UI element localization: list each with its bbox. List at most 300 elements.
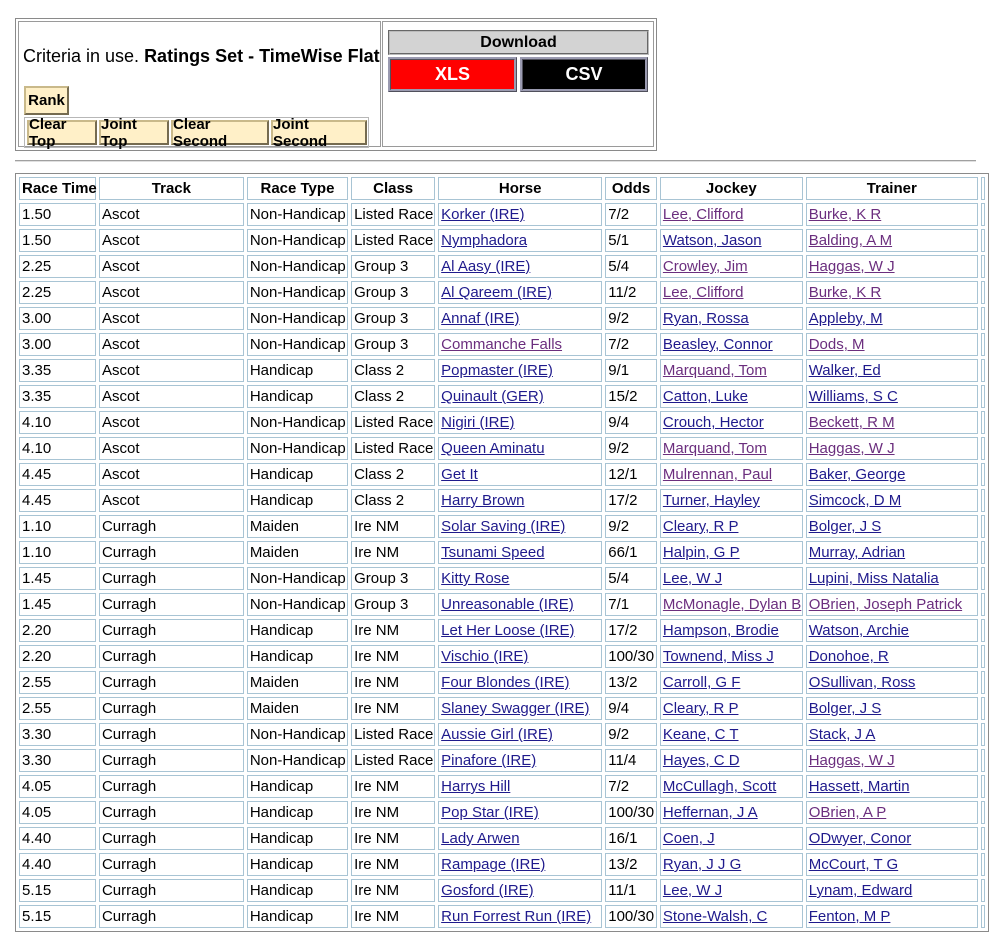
trainer-cell <box>806 619 978 642</box>
odds-cell: 100/30 <box>605 645 657 668</box>
column-header: Jockey <box>660 177 803 200</box>
trainer-link[interactable]: McCourt, T G <box>808 856 899 873</box>
race-time-cell: 2.55 <box>19 671 96 694</box>
jockey-cell <box>660 203 803 226</box>
horse-link[interactable]: Queen Aminatu <box>441 440 545 457</box>
race-time-cell: 2.25 <box>19 255 96 278</box>
table-row <box>19 853 985 876</box>
criteria-prefix: Criteria in use. <box>23 46 140 66</box>
race-time-cell: 2.20 <box>19 619 96 642</box>
class-cell: Listed Race <box>351 203 435 226</box>
odds-cell: 9/2 <box>605 307 657 330</box>
trainer-cell <box>806 333 978 356</box>
horse-cell <box>438 437 602 460</box>
odds-cell: 13/2 <box>605 671 657 694</box>
track-cell: Curragh <box>99 723 244 746</box>
class-cell: Group 3 <box>351 567 435 590</box>
jockey-link[interactable]: Crowley, Jim <box>662 258 748 275</box>
race-type-cell: Handicap <box>247 619 348 642</box>
jockey-link[interactable]: Ryan, J J G <box>662 856 742 873</box>
table-row <box>19 541 985 564</box>
trainer-link[interactable]: Simcock, D M <box>808 492 902 509</box>
horse-link[interactable]: Aussie Girl (IRE) <box>441 726 553 743</box>
table-row <box>19 489 985 512</box>
odds-cell: 5/4 <box>605 567 657 590</box>
overflow-cell <box>981 489 985 512</box>
jockey-link[interactable]: Coen, J <box>662 830 715 847</box>
horse-cell <box>438 411 602 434</box>
odds-cell: 5/1 <box>605 229 657 252</box>
jockey-link[interactable]: Lee, Clifford <box>662 206 744 223</box>
race-time-cell: 5.15 <box>19 879 96 902</box>
track-cell: Curragh <box>99 749 244 772</box>
race-time-cell: 1.45 <box>19 567 96 590</box>
table-header-row <box>19 177 985 200</box>
jockey-cell <box>660 775 803 798</box>
trainer-link[interactable]: Appleby, M <box>808 310 883 327</box>
track-cell: Ascot <box>99 489 244 512</box>
horse-cell <box>438 723 602 746</box>
jockey-cell <box>660 385 803 408</box>
track-cell: Curragh <box>99 801 244 824</box>
race-type-cell: Maiden <box>247 515 348 538</box>
odds-cell: 9/1 <box>605 359 657 382</box>
horse-cell <box>438 697 602 720</box>
track-cell: Curragh <box>99 645 244 668</box>
overflow-cell <box>981 723 985 746</box>
trainer-cell <box>806 801 978 824</box>
trainer-link[interactable]: Haggas, W J <box>808 258 895 275</box>
race-time-cell: 2.55 <box>19 697 96 720</box>
horse-cell <box>438 749 602 772</box>
odds-cell: 100/30 <box>605 801 657 824</box>
track-cell: Curragh <box>99 567 244 590</box>
trainer-link[interactable]: Balding, A M <box>808 232 893 249</box>
trainer-link[interactable]: Beckett, R M <box>808 414 895 431</box>
overflow-cell <box>981 775 985 798</box>
horse-cell <box>438 359 602 382</box>
race-type-cell: Handicap <box>247 359 348 382</box>
trainer-cell <box>806 489 978 512</box>
trainer-link[interactable]: Burke, K R <box>808 206 882 223</box>
horse-cell <box>438 307 602 330</box>
jockey-cell <box>660 593 803 616</box>
trainer-link[interactable]: Haggas, W J <box>808 752 895 769</box>
jockey-link[interactable]: Turner, Hayley <box>662 492 760 509</box>
jockey-link[interactable]: Marquand, Tom <box>662 440 767 457</box>
horse-link[interactable]: Run Forrest Run (IRE) <box>441 908 592 925</box>
trainer-link[interactable]: Lupini, Miss Natalia <box>808 570 939 587</box>
track-cell: Ascot <box>99 385 244 408</box>
horse-cell <box>438 853 602 876</box>
trainer-link[interactable]: ODwyer, Conor <box>808 830 912 847</box>
horse-link[interactable]: Unreasonable (IRE) <box>441 596 574 613</box>
horse-cell <box>438 801 602 824</box>
race-type-cell: Handicap <box>247 827 348 850</box>
race-time-cell: 3.30 <box>19 749 96 772</box>
race-table-container <box>15 173 976 925</box>
jockey-link[interactable]: Cleary, R P <box>662 518 739 535</box>
trainer-cell <box>806 255 978 278</box>
race-time-cell: 3.30 <box>19 723 96 746</box>
trainer-link[interactable]: Hassett, Martin <box>808 778 910 795</box>
overflow-cell <box>981 359 985 382</box>
trainer-link[interactable]: Donohoe, R <box>808 648 889 665</box>
trainer-cell <box>806 749 978 772</box>
track-cell: Ascot <box>99 307 244 330</box>
jockey-cell <box>660 697 803 720</box>
jockey-link[interactable]: Hampson, Brodie <box>662 622 779 639</box>
trainer-cell <box>806 697 978 720</box>
overflow-cell <box>981 515 985 538</box>
jockey-cell <box>660 645 803 668</box>
horse-link[interactable]: Popmaster (IRE) <box>441 362 553 379</box>
race-time-cell: 1.10 <box>19 541 96 564</box>
race-time-cell: 3.00 <box>19 333 96 356</box>
odds-cell: 5/4 <box>605 255 657 278</box>
overflow-cell <box>981 827 985 850</box>
trainer-link[interactable]: Lynam, Edward <box>808 882 913 899</box>
horse-link[interactable]: Pop Star (IRE) <box>441 804 539 821</box>
horse-cell <box>438 541 602 564</box>
class-cell: Ire NM <box>351 671 435 694</box>
trainer-cell <box>806 723 978 746</box>
race-time-cell: 1.50 <box>19 229 96 252</box>
jockey-link[interactable]: Watson, Jason <box>662 232 762 249</box>
jockey-link[interactable]: Catton, Luke <box>662 388 748 405</box>
overflow-cell <box>981 411 985 434</box>
overflow-cell <box>981 541 985 564</box>
horse-link[interactable]: Al Aasy (IRE) <box>441 258 531 275</box>
overflow-cell <box>981 801 985 824</box>
clear-second-button[interactable]: Clear Second <box>171 120 269 145</box>
race-time-cell: 3.35 <box>19 359 96 382</box>
class-cell: Group 3 <box>351 333 435 356</box>
jockey-link[interactable]: Cleary, R P <box>662 700 739 717</box>
joint-second-button[interactable]: Joint Second <box>271 120 367 145</box>
horse-link[interactable]: Commanche Falls <box>441 336 563 353</box>
trainer-link[interactable]: Williams, S C <box>808 388 898 405</box>
jockey-link[interactable]: Carroll, G F <box>662 674 741 691</box>
filter-button-group <box>24 117 369 148</box>
table-body <box>19 203 985 928</box>
race-time-cell: 4.40 <box>19 853 96 876</box>
table-row <box>19 749 985 772</box>
horse-cell <box>438 463 602 486</box>
race-type-cell: Non-Handicap <box>247 281 348 304</box>
table-row <box>19 333 985 356</box>
overflow-cell <box>981 853 985 876</box>
table-row <box>19 801 985 824</box>
overflow-cell <box>981 749 985 772</box>
horse-cell <box>438 619 602 642</box>
odds-cell: 11/4 <box>605 749 657 772</box>
trainer-link[interactable]: OSullivan, Ross <box>808 674 916 691</box>
class-cell: Class 2 <box>351 359 435 382</box>
csv-download-button[interactable]: CSV <box>520 57 648 92</box>
jockey-link[interactable]: Keane, C T <box>662 726 739 743</box>
jockey-cell <box>660 905 803 928</box>
horse-cell <box>438 281 602 304</box>
horse-link[interactable]: Vischio (IRE) <box>441 648 529 665</box>
jockey-link[interactable]: Lee, Clifford <box>662 284 744 301</box>
overflow-cell <box>981 385 985 408</box>
trainer-link[interactable]: Watson, Archie <box>808 622 910 639</box>
track-cell: Curragh <box>99 879 244 902</box>
class-cell: Group 3 <box>351 593 435 616</box>
table-row <box>19 307 985 330</box>
track-cell: Curragh <box>99 593 244 616</box>
horse-link[interactable]: Nymphadora <box>441 232 528 249</box>
track-cell: Ascot <box>99 281 244 304</box>
jockey-link[interactable]: Lee, W J <box>662 882 723 899</box>
race-time-cell: 4.40 <box>19 827 96 850</box>
horse-link[interactable]: Gosford (IRE) <box>441 882 534 899</box>
class-cell: Ire NM <box>351 619 435 642</box>
overflow-cell <box>981 645 985 668</box>
horse-link[interactable]: Quinault (GER) <box>441 388 544 405</box>
overflow-cell <box>981 593 985 616</box>
horse-link[interactable]: Al Qareem (IRE) <box>441 284 553 301</box>
column-header: Race Type <box>247 177 348 200</box>
jockey-link[interactable]: Heffernan, J A <box>662 804 758 821</box>
class-cell: Ire NM <box>351 827 435 850</box>
table-row <box>19 437 985 460</box>
trainer-link[interactable]: Haggas, W J <box>808 440 895 457</box>
odds-cell: 66/1 <box>605 541 657 564</box>
class-cell: Listed Race <box>351 229 435 252</box>
race-type-cell: Handicap <box>247 489 348 512</box>
overflow-cell <box>981 671 985 694</box>
race-type-cell: Handicap <box>247 905 348 928</box>
table-row <box>19 697 985 720</box>
divider <box>15 160 976 162</box>
race-time-cell: 4.45 <box>19 463 96 486</box>
jockey-link[interactable]: Beasley, Connor <box>662 336 773 353</box>
overflow-cell <box>981 619 985 642</box>
trainer-link[interactable]: Stack, J A <box>808 726 876 743</box>
jockey-link[interactable]: Stone-Walsh, C <box>662 908 768 925</box>
track-cell: Curragh <box>99 515 244 538</box>
jockey-cell <box>660 255 803 278</box>
jockey-cell <box>660 723 803 746</box>
jockey-cell <box>660 567 803 590</box>
trainer-cell <box>806 307 978 330</box>
race-type-cell: Non-Handicap <box>247 229 348 252</box>
race-type-cell: Non-Handicap <box>247 411 348 434</box>
trainer-link[interactable]: Fenton, M P <box>808 908 891 925</box>
jockey-link[interactable]: Townend, Miss J <box>662 648 774 665</box>
jockey-cell <box>660 541 803 564</box>
table-row <box>19 203 985 226</box>
horse-link[interactable]: Annaf (IRE) <box>441 310 520 327</box>
download-title: Download <box>388 30 649 55</box>
horse-cell <box>438 229 602 252</box>
jockey-link[interactable]: Hayes, C D <box>662 752 740 769</box>
overflow-cell <box>981 307 985 330</box>
jockey-link[interactable]: Marquand, Tom <box>662 362 767 379</box>
horse-link[interactable]: Korker (IRE) <box>441 206 525 223</box>
jockey-cell <box>660 359 803 382</box>
track-cell: Curragh <box>99 541 244 564</box>
horse-link[interactable]: Lady Arwen <box>441 830 520 847</box>
overflow-cell <box>981 879 985 902</box>
table-row <box>19 905 985 928</box>
horse-cell <box>438 567 602 590</box>
odds-cell: 7/2 <box>605 775 657 798</box>
trainer-link[interactable]: OBrien, A P <box>808 804 887 821</box>
horse-link[interactable]: Tsunami Speed <box>441 544 545 561</box>
trainer-link[interactable]: Bolger, J S <box>808 700 882 717</box>
trainer-link[interactable]: Baker, George <box>808 466 906 483</box>
jockey-cell <box>660 671 803 694</box>
race-type-cell: Non-Handicap <box>247 307 348 330</box>
table-row <box>19 229 985 252</box>
race-type-cell: Maiden <box>247 671 348 694</box>
jockey-cell <box>660 619 803 642</box>
column-header: Trainer <box>806 177 978 200</box>
horse-link[interactable]: Pinafore (IRE) <box>441 752 537 769</box>
odds-cell: 7/1 <box>605 593 657 616</box>
track-cell: Curragh <box>99 775 244 798</box>
odds-cell: 7/2 <box>605 203 657 226</box>
race-time-cell: 2.20 <box>19 645 96 668</box>
odds-cell: 9/4 <box>605 697 657 720</box>
download-box <box>382 21 654 147</box>
odds-cell: 9/2 <box>605 515 657 538</box>
table-row <box>19 411 985 434</box>
overflow-cell <box>981 905 985 928</box>
race-type-cell: Maiden <box>247 697 348 720</box>
race-time-cell: 4.05 <box>19 801 96 824</box>
odds-cell: 17/2 <box>605 619 657 642</box>
trainer-link[interactable]: Burke, K R <box>808 284 882 301</box>
race-time-cell: 1.50 <box>19 203 96 226</box>
overflow-cell <box>981 697 985 720</box>
horse-link[interactable]: Harry Brown <box>441 492 525 509</box>
jockey-link[interactable]: Ryan, Rossa <box>662 310 749 327</box>
horse-cell <box>438 385 602 408</box>
race-time-cell: 1.10 <box>19 515 96 538</box>
jockey-cell <box>660 749 803 772</box>
horse-link[interactable]: Rampage (IRE) <box>441 856 546 873</box>
column-header: Odds <box>605 177 657 200</box>
horse-cell <box>438 879 602 902</box>
horse-link[interactable]: Nigiri (IRE) <box>441 414 515 431</box>
trainer-link[interactable]: Murray, Adrian <box>808 544 906 561</box>
class-cell: Ire NM <box>351 853 435 876</box>
horse-cell <box>438 905 602 928</box>
horse-cell <box>438 593 602 616</box>
overflow-cell <box>981 229 985 252</box>
criteria-box <box>18 21 381 150</box>
horse-link[interactable]: Solar Saving (IRE) <box>441 518 566 535</box>
ratings-set-label: Ratings Set - TimeWise Flat <box>144 46 380 66</box>
odds-cell: 7/2 <box>605 333 657 356</box>
jockey-link[interactable]: McMonagle, Dylan B <box>662 596 802 613</box>
jockey-cell <box>660 437 803 460</box>
class-cell: Listed Race <box>351 749 435 772</box>
jockey-link[interactable]: Lee, W J <box>662 570 723 587</box>
trainer-cell <box>806 463 978 486</box>
jockey-link[interactable]: Crouch, Hector <box>662 414 764 431</box>
class-cell: Ire NM <box>351 697 435 720</box>
horse-cell <box>438 333 602 356</box>
track-cell: Curragh <box>99 853 244 876</box>
class-cell: Class 2 <box>351 385 435 408</box>
horse-link[interactable]: Harrys Hill <box>441 778 511 795</box>
trainer-cell <box>806 437 978 460</box>
class-cell: Group 3 <box>351 255 435 278</box>
race-time-cell: 3.35 <box>19 385 96 408</box>
race-table <box>15 173 989 932</box>
odds-cell: 9/4 <box>605 411 657 434</box>
track-cell: Curragh <box>99 619 244 642</box>
jockey-link[interactable]: McCullagh, Scott <box>662 778 777 795</box>
race-type-cell: Non-Handicap <box>247 749 348 772</box>
xls-download-button[interactable]: XLS <box>388 57 517 92</box>
class-cell: Group 3 <box>351 307 435 330</box>
horse-cell <box>438 255 602 278</box>
odds-cell: 11/1 <box>605 879 657 902</box>
horse-link[interactable]: Slaney Swagger (IRE) <box>441 700 590 717</box>
trainer-cell <box>806 281 978 304</box>
race-type-cell: Handicap <box>247 853 348 876</box>
horse-link[interactable]: Four Blondes (IRE) <box>441 674 570 691</box>
race-type-cell: Non-Handicap <box>247 437 348 460</box>
clear-top-button[interactable]: Clear Top <box>27 120 97 145</box>
track-cell: Ascot <box>99 333 244 356</box>
odds-cell: 9/2 <box>605 437 657 460</box>
joint-top-button[interactable]: Joint Top <box>99 120 169 145</box>
class-cell: Ire NM <box>351 645 435 668</box>
jockey-cell <box>660 827 803 850</box>
overflow-cell <box>981 255 985 278</box>
jockey-cell <box>660 515 803 538</box>
track-cell: Ascot <box>99 359 244 382</box>
class-cell: Listed Race <box>351 411 435 434</box>
track-cell: Curragh <box>99 905 244 928</box>
odds-cell: 12/1 <box>605 463 657 486</box>
race-time-cell: 4.45 <box>19 489 96 512</box>
trainer-cell <box>806 411 978 434</box>
odds-cell: 15/2 <box>605 385 657 408</box>
jockey-link[interactable]: Mulrennan, Paul <box>662 466 773 483</box>
trainer-cell <box>806 645 978 668</box>
horse-link[interactable]: Let Her Loose (IRE) <box>441 622 575 639</box>
trainer-cell <box>806 905 978 928</box>
trainer-link[interactable]: Dods, M <box>808 336 865 353</box>
horse-link[interactable]: Kitty Rose <box>441 570 510 587</box>
track-cell: Ascot <box>99 255 244 278</box>
table-row <box>19 281 985 304</box>
jockey-link[interactable]: Halpin, G P <box>662 544 740 561</box>
column-header: Race Time <box>19 177 96 200</box>
table-row <box>19 515 985 538</box>
race-type-cell: Handicap <box>247 385 348 408</box>
trainer-cell <box>806 879 978 902</box>
trainer-link[interactable]: Bolger, J S <box>808 518 882 535</box>
criteria-panel <box>15 18 657 151</box>
table-row <box>19 385 985 408</box>
horse-link[interactable]: Get It <box>441 466 478 483</box>
race-type-cell: Non-Handicap <box>247 593 348 616</box>
trainer-link[interactable]: Walker, Ed <box>808 362 881 379</box>
horse-cell <box>438 203 602 226</box>
rank-button[interactable]: Rank <box>24 86 69 115</box>
trainer-link[interactable]: OBrien, Joseph Patrick <box>808 596 963 613</box>
race-type-cell: Handicap <box>247 645 348 668</box>
